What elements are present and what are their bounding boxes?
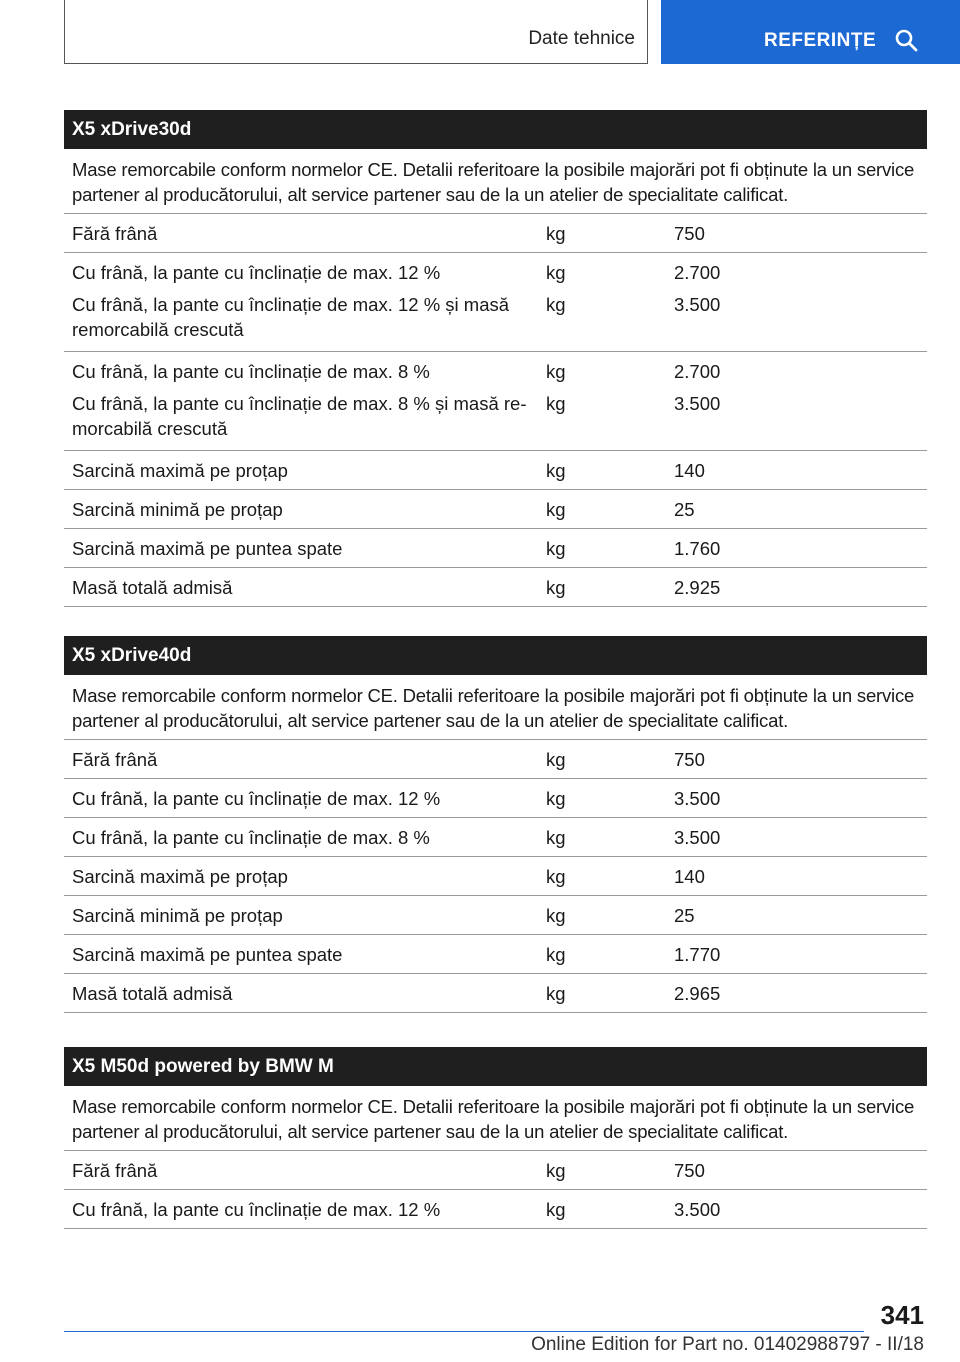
row-label: Cu frână, la pante cu înclinație de max. 12 %	[72, 788, 441, 809]
row-value: 25	[674, 499, 695, 520]
table-row	[64, 1190, 927, 1229]
section-description: Mase remorcabile conform normelor CE. Detalii referitoare la posibile majorări pot fi obținute la un service partener al producătorului, alt service partener sau de la un atelier de specialitate calificat.	[64, 675, 927, 740]
section-x5-xdrive30d	[64, 110, 927, 607]
row-value: 140	[674, 866, 705, 887]
row-label: Cu frână, la pante cu înclinație de max. 8 % și masă re-morcabilă crescută	[72, 393, 527, 439]
row-value: 25	[674, 905, 695, 926]
row-label: Sarcină minimă pe proțap	[72, 499, 283, 520]
row-unit: kg	[546, 538, 566, 559]
row-label: Masă totală admisă	[72, 577, 233, 598]
row-value: 2.925	[674, 577, 721, 598]
table-row	[64, 1151, 927, 1190]
search-icon[interactable]	[894, 28, 918, 52]
section-x5-m50d	[64, 1047, 927, 1229]
references-label: REFERINȚE	[764, 30, 877, 51]
row-label: Fără frână	[72, 223, 158, 244]
row-unit: kg	[546, 749, 566, 770]
footer-divider	[64, 1331, 864, 1332]
table-row	[64, 451, 927, 490]
section-title: X5 xDrive30d	[64, 110, 927, 149]
table-row	[64, 214, 927, 253]
row-value: 140	[674, 460, 705, 481]
table-row	[64, 568, 927, 607]
table-row	[64, 935, 927, 974]
row-value: 2.700	[674, 262, 721, 283]
row-label: Cu frână, la pante cu înclinație de max. 8 %	[72, 361, 430, 382]
section-description: Mase remorcabile conform normelor CE. Detalii referitoare la posibile majorări pot fi obținute la un service partener al producătorului, alt service partener sau de la un atelier de specialitate calificat.	[64, 1086, 927, 1151]
row-value: 2.965	[674, 983, 721, 1004]
row-label: Fără frână	[72, 1160, 158, 1181]
row-unit: kg	[546, 393, 566, 414]
row-label: Fără frână	[72, 749, 158, 770]
row-unit: kg	[546, 460, 566, 481]
row-unit: kg	[546, 1199, 566, 1220]
table-row	[64, 490, 927, 529]
row-value: 750	[674, 749, 705, 770]
table-row	[64, 740, 927, 779]
row-label: Sarcină maximă pe puntea spate	[72, 538, 343, 559]
section-description: Mase remorcabile conform normelor CE. Detalii referitoare la posibile majorări pot fi obținute la un service partener al producătorului, alt service partener sau de la un atelier de specialitate calificat.	[64, 149, 927, 214]
table-row	[64, 529, 927, 568]
row-value: 2.700	[674, 361, 721, 382]
section-title: X5 xDrive40d	[64, 636, 927, 675]
row-value: 3.500	[674, 827, 721, 848]
row-unit: kg	[546, 944, 566, 965]
row-unit: kg	[546, 983, 566, 1004]
row-value: 3.500	[674, 294, 721, 315]
row-value: 3.500	[674, 788, 721, 809]
row-label: Sarcină minimă pe proțap	[72, 905, 283, 926]
table-row	[64, 896, 927, 935]
row-value: 1.760	[674, 538, 721, 559]
row-unit: kg	[546, 1160, 566, 1181]
section-x5-xdrive40d	[64, 636, 927, 1013]
row-label: Cu frână, la pante cu înclinație de max. 8 %	[72, 827, 430, 848]
row-unit: kg	[546, 827, 566, 848]
table-row	[64, 857, 927, 896]
row-unit: kg	[546, 866, 566, 887]
row-unit: kg	[546, 294, 566, 315]
table-row	[64, 974, 927, 1013]
row-label: Sarcină maximă pe puntea spate	[72, 944, 343, 965]
row-value: 3.500	[674, 393, 721, 414]
table-row	[64, 253, 927, 352]
table-row	[64, 779, 927, 818]
row-unit: kg	[546, 262, 566, 283]
header-box	[64, 0, 648, 64]
row-label: Sarcină maximă pe proțap	[72, 460, 288, 481]
row-unit: kg	[546, 361, 566, 382]
row-unit: kg	[546, 577, 566, 598]
section-title: X5 M50d powered by BMW M	[64, 1047, 927, 1086]
table-row	[64, 352, 927, 451]
row-unit: kg	[546, 223, 566, 244]
row-label: Cu frână, la pante cu înclinație de max. 12 %	[72, 1199, 441, 1220]
row-value: 750	[674, 223, 705, 244]
row-label: Masă totală admisă	[72, 983, 233, 1004]
references-tab[interactable]	[661, 0, 960, 64]
row-unit: kg	[546, 499, 566, 520]
table-row	[64, 818, 927, 857]
row-label: Sarcină maximă pe proțap	[72, 866, 288, 887]
chapter-title: Date tehnice	[528, 28, 635, 49]
row-value: 3.500	[674, 1199, 721, 1220]
row-unit: kg	[546, 905, 566, 926]
row-label: Cu frână, la pante cu înclinație de max. 12 % și masă remorcabilă crescută	[72, 294, 510, 340]
page-number: 341	[880, 1300, 924, 1330]
edition-info: Online Edition for Part no. 01402988797 - II/18	[531, 1334, 924, 1355]
row-unit: kg	[546, 788, 566, 809]
row-label: Cu frână, la pante cu înclinație de max. 12 %	[72, 262, 441, 283]
row-value: 750	[674, 1160, 705, 1181]
row-value: 1.770	[674, 944, 721, 965]
